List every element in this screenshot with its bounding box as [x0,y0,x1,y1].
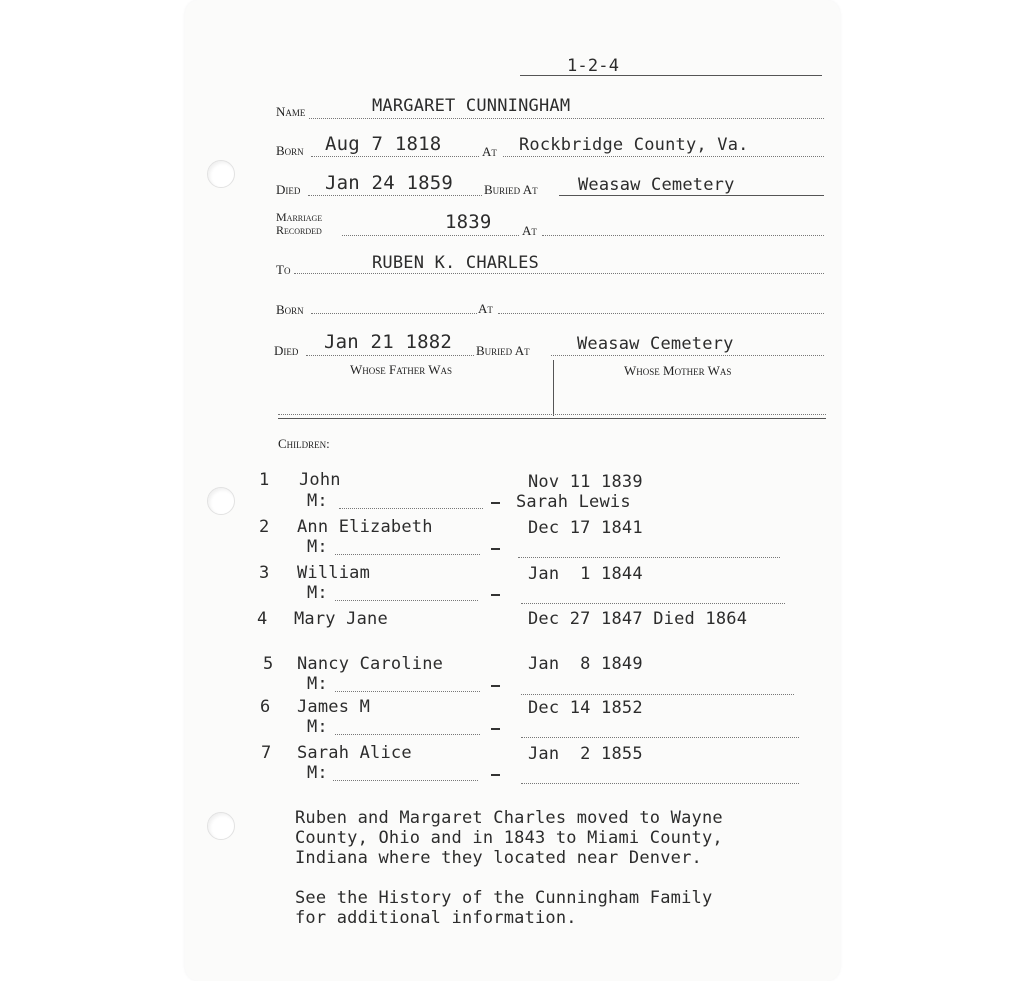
marriage-place-line [542,235,824,236]
child-name: Mary Jane [294,609,388,629]
born-at-label: At [482,144,497,159]
child-name: Nancy Caroline [297,654,444,674]
name-line [309,118,824,119]
marriage-label: Marriage [276,210,323,224]
child-marriage-dash [491,685,500,687]
note-line: Indiana where they located near Denver. [295,848,702,868]
person-died-date: Jan 24 1859 [325,172,454,194]
card-number-rule [520,75,822,76]
child-birth-date: Jan 8 1849 [528,654,643,674]
spouse-buried-at: Weasaw Cemetery [577,334,734,354]
spouse-born-at-label: At [478,301,493,316]
child-number: 4 [257,609,268,629]
note-paragraph [295,888,712,928]
genealogy-record-card [185,0,840,981]
child-name: John [299,470,341,490]
born-place-line [503,156,824,157]
parents-line-dotted [278,414,826,415]
to-label: To [276,262,291,277]
spouse-buried-at-label: Buried At [476,343,530,358]
note-line: for additional information. [295,908,577,928]
child-marriage-line [339,508,483,509]
marriage-at-label: At [522,223,537,238]
child-number: 1 [259,470,270,490]
child-marriage-label: M: [307,763,328,783]
whose-mother-was-label: Whose Mother Was [624,363,732,378]
person-name: MARGARET CUNNINGHAM [372,96,571,116]
buried-line [559,195,824,196]
child-spouse-line [521,694,794,695]
children-label: Children: [278,436,330,451]
died-date-line [308,195,482,196]
child-number: 7 [261,743,272,763]
name-label: Name [276,104,306,119]
child-number: 5 [263,654,274,674]
child-marriage-line [335,600,478,601]
child-birth-date: Dec 17 1841 [528,518,643,538]
child-marriage-line [333,780,478,781]
punch-hole [207,487,235,515]
child-marriage-line [335,734,480,735]
child-birth-date: Dec 27 1847 Died 1864 [528,609,748,629]
note-line: County, Ohio and in 1843 to Miami County, [295,828,723,848]
child-name: Ann Elizabeth [297,517,433,537]
note-line: See the History of the Cunningham Family [295,888,713,908]
child-name: William [297,563,371,583]
punch-hole [207,812,235,840]
child-birth-date: Nov 11 1839 [528,472,643,492]
child-number: 6 [260,697,271,717]
card-number: 1-2-4 [567,56,620,76]
child-birth-date: Jan 2 1855 [528,744,643,764]
child-marriage-dash [491,728,500,730]
child-marriage-label: M: [307,537,328,557]
spouse-born-label: Born [276,302,304,317]
child-spouse-line [518,557,780,558]
note-paragraph [295,808,723,868]
child-name: Sarah Alice [297,743,412,763]
child-marriage-label: M: [307,583,328,603]
person-born-place: Rockbridge County, Va. [519,135,749,155]
note-line: Ruben and Margaret Charles moved to Wayne [295,808,723,828]
parents-line [278,418,826,419]
child-spouse-line [521,783,799,784]
child-marriage-line [335,691,480,692]
child-name: James M [297,697,371,717]
whose-father-was-label: Whose Father Was [350,362,453,377]
marriage-year: 1839 [445,211,492,233]
person-born-date: Aug 7 1818 [325,133,442,155]
born-label: Born [276,143,304,158]
child-number: 2 [259,517,270,537]
child-marriage-line [335,554,480,555]
marriage-date-line [342,235,519,236]
child-marriage-dash [491,594,500,596]
child-birth-date: Jan 1 1844 [528,564,643,584]
child-marriage-dash [491,774,500,776]
buried-at-label: Buried At [484,182,538,197]
person-buried-at: Weasaw Cemetery [578,175,735,195]
child-number: 3 [259,563,270,583]
punch-hole [207,160,235,188]
child-marriage-label: M: [307,491,328,511]
child-spouse-line [521,737,799,738]
child-marriage-dash [491,548,500,550]
spouse-name: RUBEN K. CHARLES [372,253,539,273]
child-marriage-label: M: [307,717,328,737]
spouse-born-date-line [311,313,477,314]
child-spouse-line [521,603,785,604]
parents-divider [553,360,554,416]
child-birth-date: Dec 14 1852 [528,698,643,718]
recorded-label: Recorded [276,223,322,237]
child-spouse-name: Sarah Lewis [516,492,631,512]
spouse-born-place-line [498,313,824,314]
died-label: Died [276,182,301,197]
spouse-died-date-line [306,355,474,356]
child-marriage-dash [491,502,500,504]
spouse-name-line [294,273,824,274]
born-date-line [311,156,479,157]
spouse-buried-line [551,355,824,356]
spouse-died-label: Died [274,343,299,358]
child-marriage-label: M: [307,674,328,694]
spouse-died-date: Jan 21 1882 [324,331,453,353]
